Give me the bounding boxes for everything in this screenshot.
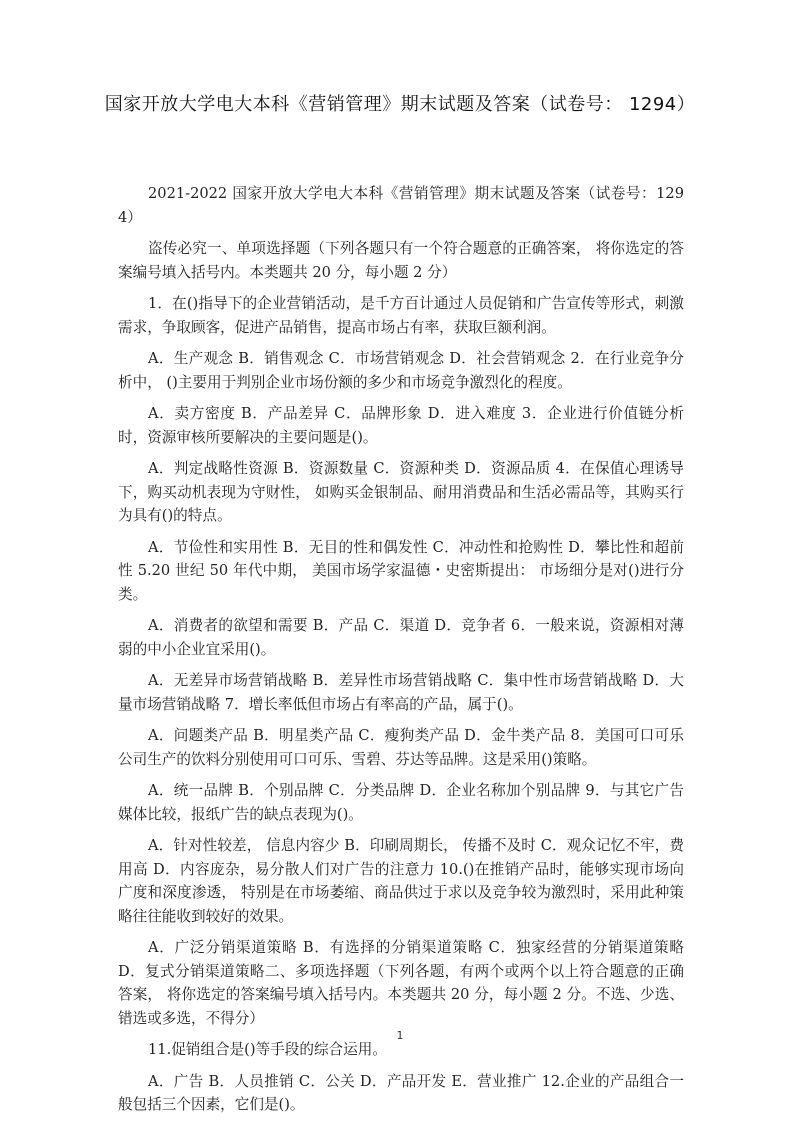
- document-title: 国家开放大学电大本科《营销管理》期末试题及答案（试卷号： 1294）: [104, 94, 696, 115]
- paragraph-options-10-section-2: A．广泛分销渠道策略 B．有选择的分销渠道策略 C．独家经营的分销渠道策略 D．复式分销渠道策略二、多项选择题（下列各题，有两个或两个以上符合题意的正确答案， 将你选定的答案编号填入括号内。本类题共 20 分，每小题 2 分。不选、少选、错选或多选，不得分）: [118, 939, 684, 1027]
- paragraph-options-7-question-8: A．问题类产品 B．明星类产品 C．瘦狗类产品 D．金牛类产品 8．美国可口可乐公司生产的饮料分别使用可口可乐、雪碧、芬达等品牌。这是采用()策略。: [118, 727, 684, 768]
- paragraph-question-11: 11.促销组合是()等手段的综合运用。: [148, 1041, 387, 1058]
- page-number: 1: [396, 1029, 404, 1042]
- paragraph-question-1: 1．在()指导下的企业营销活动，是千方百计通过人员促销和广告宣传等形式，刺激需求，争取顾客，促进产品销售，提高市场占有率，获取巨额利润。: [118, 295, 684, 336]
- paragraph-heading-line: 2021-2022 国家开放大学电大本科《营销管理》期末试题及答案（试卷号：1294）: [118, 185, 684, 226]
- paragraph-options-1-question-2: A．生产观念 B．销售观念 C．市场营销观念 D．社会营销观念 2．在行业竞争分析中， ()主要用于判别企业市场份额的多少和市场竞争激烈化的程度。: [118, 350, 684, 391]
- paragraph-options-11-question-12: A．广告 B．人员推销 C．公关 D．产品开发 E．营业推广 12.企业的产品组合一般包括三个因素，它们是()。: [118, 1072, 684, 1113]
- paragraph-options-8-question-9: A．统一品牌 B．个别品牌 C．分类品牌 D．企业名称加个别品牌 9．与其它广告媒体比较，报纸广告的缺点表现为()。: [118, 782, 684, 823]
- paragraph-options-4-question-5: A．节俭性和实用性 B．无目的性和偶发性 C．冲动性和抢购性 D．攀比性和超前性 5.20 世纪 50 年代中期， 美国市场学家温德・史密斯提出： 市场细分是对()进行分类。: [118, 538, 684, 603]
- document-body: [118, 182, 684, 1125]
- paragraph-options-3-question-4: A．判定战略性资源 B．资源数量 C．资源种类 D．资源品质 4．在保值心理诱导下，购买动机表现为守财性， 如购买金银制品、耐用消费品和生活必需品等，其购买行为具有()的特点。: [118, 460, 684, 524]
- paragraph-options-5-question-6: A．消费者的欲望和需要 B．产品 C．渠道 D．竞争者 6．一般来说，资源相对薄弱的中小企业宜采用()。: [118, 617, 684, 658]
- paragraph-options-6-question-7: A．无差异市场营销战略 B．差异性市场营销战略 C．集中性市场营销战略 D．大量市场营销战略 7．增长率低但市场占有率高的产品，属于()。: [118, 672, 684, 713]
- paragraph-options-2-question-3: A．卖方密度 B．产品差异 C．品牌形象 D．进入难度 3．企业进行价值链分析时，资源审核所要解决的主要问题是()。: [118, 405, 684, 446]
- paragraph-options-9-question-10: A．针对性较差， 信息内容少 B．印刷周期长， 传播不及时 C．观众记忆不牢，费用高 D．内容庞杂，易分散人们对广告的注意力 10.()在推销产品时，能够实现市场向广度和深度渗透， 特别是在市场萎缩、商品供过于求以及竞争较为激烈时，采用此种策略往往能收到较好的效果。: [118, 837, 684, 925]
- paragraph-section-intro: 盗传必究一、单项选择题（下列各题只有一个符合题意的正确答案， 将你选定的答案编号填入括号内。本类题共 20 分，每小题 2 分）: [118, 240, 684, 281]
